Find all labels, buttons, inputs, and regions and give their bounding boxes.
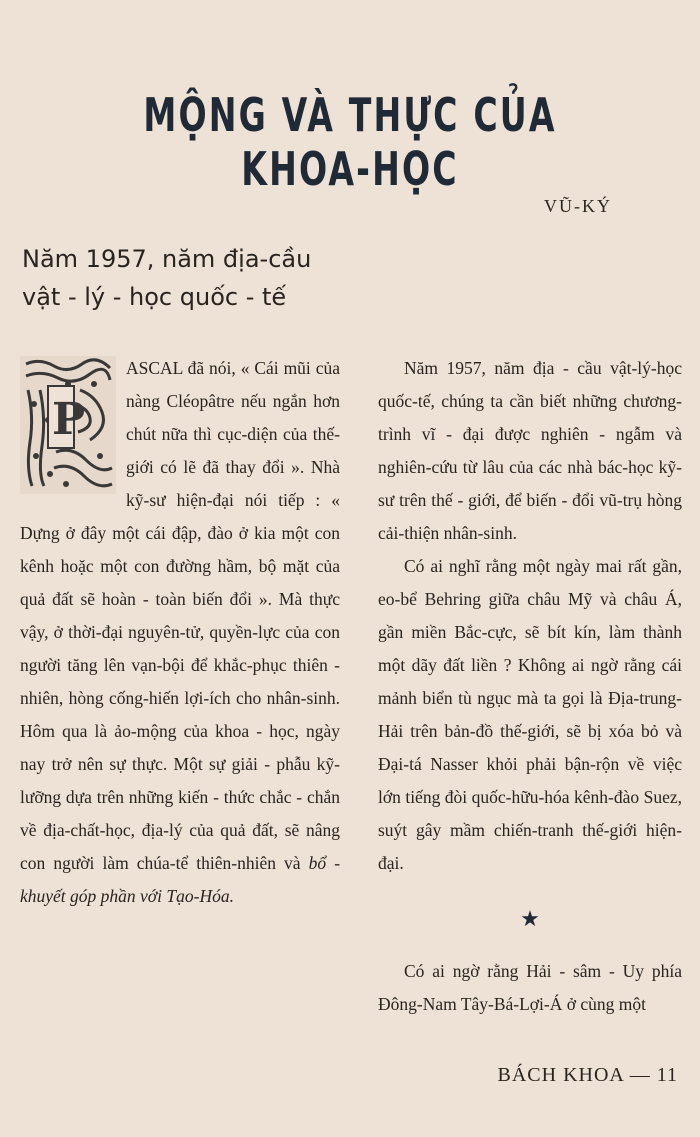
article-author: VŨ-KÝ	[544, 196, 612, 216]
subheading-line-1: Năm 1957, năm địa-cầu	[22, 245, 312, 273]
left-column	[20, 352, 340, 913]
article-title: MỘNG VÀ THỰC CỦA KHOA-HỌC	[143, 88, 557, 196]
right-column	[378, 352, 682, 1021]
right-paragraph-2: Có ai nghĩ rằng một ngày mai rất gần, eo-bể Behring giữa châu Mỹ và châu Á, gần miền Bắc-cực, sẽ bít kín, làm thành một dãy đất liền ? Không ai ngờ rằng cái mảnh biển tù ngục mà ta gọi là Địa-trung-Hải trên bản-đồ thế-giới, sẽ bị xóa bỏ và Đại-tá Nasser khỏi phải bận-rộn về việc lớn tiếng đòi quốc-hữu-hóa kênh-đào Suez, suýt gây mầm chiến-tranh thế-giới hiện-đại.	[378, 556, 682, 873]
article-subheading	[22, 240, 322, 316]
right-paragraph-1: Năm 1957, năm địa - cầu vật-lý-học quốc-tế, chúng ta cần biết những chương-trình vĩ - đại được nghiên - ngẫm và nghiên-cứu từ lâu của các nhà bác-học kỹ-sư trên thế - giới, để biến - đổi vũ-trụ hòng cải-thiện nhân-sinh.	[378, 358, 682, 543]
subheading-line-2: vật - lý - học quốc - tế	[22, 283, 287, 311]
left-paragraph-1: ASCAL đã nói, « Cái mũi của nàng Cléopâtre nếu ngắn hơn chút nữa thì cục-diện của thế-giới có lẽ đã thay đổi ». Nhà kỹ-sư hiện-đại nói tiếp : « Dựng ở đây một cái đập, đào ở kia một con kênh hoặc một con đường hầm, bộ mặt của quả đất sẽ hoàn - toàn biến đổi ». Mà thực vậy, ở thời-đại nguyên-tử, quyền-lực của con người tăng lên vạn-bội để khắc-phục thiên - nhiên, hòng cống-hiến lợi-ích cho nhân-sinh. Hôm qua là ảo-mộng của khoa - học, ngày nay trở nên sự thực. Một sự giải - phẫu kỹ-lưỡng dựa trên những kiến - thức chắc - chắn về địa-chất-học, địa-lý của quả đất, sẽ nâng con người làm chúa-tể thiên-nhiên và	[20, 358, 340, 873]
right-paragraph-3: Có ai ngờ rằng Hải - sâm - Uy phía Đông-Nam Tây-Bá-Lợi-Á ở cùng một	[378, 961, 682, 1014]
left-paragraph-1-italic: bổ - khuyết góp phần với Tạo-Hóa.	[20, 853, 341, 906]
svg-text:P: P	[52, 394, 86, 445]
section-separator-star-icon: ★	[520, 906, 540, 931]
page-footer: BÁCH KHOA — 11	[497, 1064, 678, 1086]
ornamental-letter-p-icon	[20, 356, 116, 494]
dropcap-ornament	[20, 356, 116, 494]
